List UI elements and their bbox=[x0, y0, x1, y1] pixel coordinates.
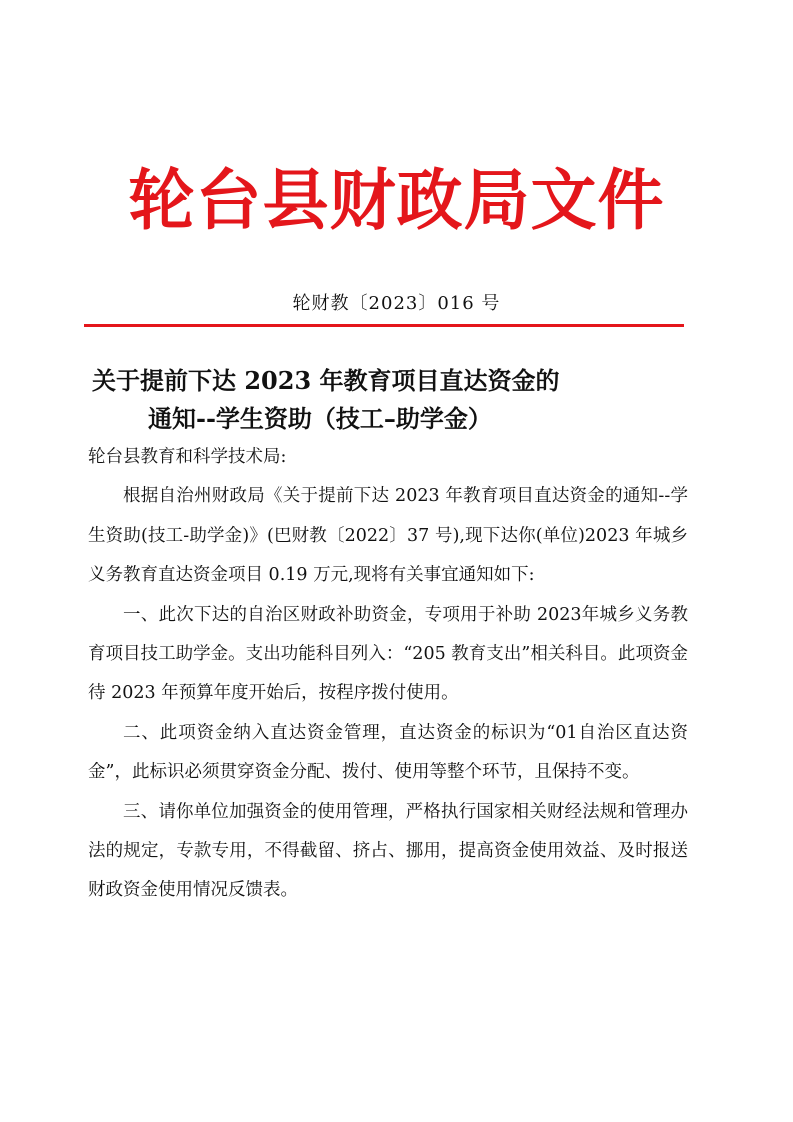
body-paragraph: 二、此项资金纳入直达资金管理，直达资金的标识为“01自治区直达资金”，此标识必须贯穿资金分配、拨付、使用等整个环节，且保持不变。 bbox=[88, 722, 688, 783]
body-paragraph: 一、此次下达的自治区财政补助资金，专项用于补助 2023年城乡义务教育项目技工助学金。支出功能科目列入：“205 教育支出”相关科目。此项资金待 2023 年预算年度开始后，按程序拨付使用。 bbox=[88, 604, 688, 704]
document-number: 轮财教〔2023〕016 号 bbox=[292, 293, 501, 314]
red-divider-line bbox=[84, 324, 684, 327]
issuing-org-title: 轮台县财政局文件 bbox=[128, 161, 665, 239]
title-line-2: 通知--学生资助（技工–助学金） bbox=[148, 404, 492, 433]
document-body bbox=[88, 438, 688, 911]
body-paragraph: 根据自治州财政局《关于提前下达 2023 年教育项目直达资金的通知--学生资助(技工-助学金)》(巴财教〔2022〕37 号),现下达你(单位)2023 年城乡义务教育直达资金项目 0.19 万元,现将有关事宜通知如下: bbox=[88, 486, 688, 586]
document-title bbox=[92, 362, 712, 438]
salutation: 轮台县教育和科学技术局: bbox=[88, 447, 287, 467]
title-line-1: 关于提前下达 2023 年教育项目直达资金的 bbox=[92, 366, 560, 395]
body-paragraph: 三、请你单位加强资金的使用管理，严格执行国家相关财经法规和管理办法的规定，专款专用，不得截留、挤占、挪用，提高资金使用效益、及时报送财政资金使用情况反馈表。 bbox=[88, 801, 688, 901]
